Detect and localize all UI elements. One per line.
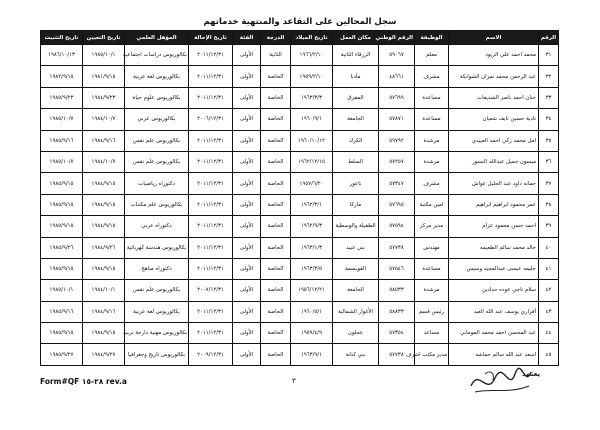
document-title: سجل المحالين على التقاعد والمنتهية خدماتهم <box>203 17 397 27</box>
category: الأولى <box>233 151 261 172</box>
job-title: مساعدة <box>415 87 449 108</box>
column-header: تاريخ التعيين <box>83 31 125 45</box>
table-row <box>41 87 559 108</box>
birth-date: ١٩٥٩/٤/٩ <box>291 323 333 344</box>
qualification: بكالوريوس علم مكتبات <box>125 194 189 215</box>
table-row <box>41 173 559 194</box>
category: الأولى <box>233 216 261 237</box>
national-id: ٤٨٦٦١ <box>379 66 415 87</box>
retirement-date: ٢٠١١/١٢/٣١ <box>189 216 233 237</box>
category: الأولى <box>233 194 261 215</box>
qualification: بكالوريوس علم نفس <box>125 151 189 172</box>
confirmation-date: ١٩٨٥/٩/١٥ <box>41 258 83 279</box>
table-row <box>41 301 559 322</box>
row-number: ٣٩ <box>539 216 559 237</box>
national-id: ٥٧٣٤٧ <box>379 173 415 194</box>
column-header: الوظيفة <box>415 31 449 45</box>
employee-name: خالد محمد سالم الطعيمه <box>449 237 539 258</box>
category: الأولى <box>233 109 261 130</box>
retirement-date: ٢٠٠٧/١٢/٣١ <box>189 280 233 301</box>
grade: الخاصة <box>261 87 291 108</box>
qualification: بكالوريوس دراسات اجتماعية <box>125 45 189 66</box>
employee-name: ميسون جميل عبدالله النسور <box>449 151 539 172</box>
appointment-date: ١٩٨١/٩/١٥ <box>83 66 125 87</box>
column-header: تاريخ التثبيت <box>41 31 83 45</box>
grade: الخاصة <box>261 151 291 172</box>
row-number: ٣٣ <box>539 87 559 108</box>
job-title: مرشدة <box>415 280 449 301</box>
retirement-date: ٢٠١١/١٢/٣١ <box>189 45 233 66</box>
national-id: ٥٧٧٣٨ <box>379 344 415 366</box>
grade: الخاصة <box>261 173 291 194</box>
appointment-date: ١٩٨٤/١٠/٧ <box>83 109 125 130</box>
retirement-date: ٢٠١١/١٢/٣١ <box>189 194 233 215</box>
category: الأولى <box>233 280 261 301</box>
retirement-date: ٢٠١١/١٢/٣١ <box>189 237 233 258</box>
qualification: دكتوراه عربي <box>125 216 189 237</box>
retirement-date: ٢٠١١/١٢/٣١ <box>189 258 233 279</box>
confirmation-date: ١٩٨٥/٩/١٥ <box>41 323 83 344</box>
confirmation-date: ١٩٨٥/٩/١٥ <box>41 216 83 237</box>
appointment-date: ١٩٨٤/٩/١٥ <box>83 258 125 279</box>
qualification: بكالوريوس علوم حياة <box>125 87 189 108</box>
employee-name: أفزاري يوسف عبد الله العيد <box>449 301 539 322</box>
retirement-date: ٢٠٠٩/١٢/٣١ <box>189 344 233 366</box>
table-header-row <box>41 31 559 45</box>
records-table <box>40 30 559 366</box>
category: الأولى <box>233 66 261 87</box>
records-table-wrapper <box>40 30 558 366</box>
appointment-date: ١٩٨٤/٩/١٥ <box>83 323 125 344</box>
job-title: مساعد <box>415 323 449 344</box>
appointment-date: ١٩٨٤/١٠/٧ <box>83 151 125 172</box>
birth-date: ١٩٥٦/١٢/٢١ <box>291 280 333 301</box>
qualification: بكالوريوس علم نفس <box>125 280 189 301</box>
row-number: ٤٢ <box>539 280 559 301</box>
work-place: الزرقاء الثانية <box>333 45 379 66</box>
row-number: ٣٢ <box>539 66 559 87</box>
qualification: بكالوريوس مهنية دارجة تربية <box>125 323 189 344</box>
column-header: مكان العمل <box>333 31 379 45</box>
row-number: ٣٨ <box>539 194 559 215</box>
national-id: ٥٧٧٣٨ <box>379 237 415 258</box>
job-title: مشرف <box>415 66 449 87</box>
employee-name: حنان احمد ناصر الشديفات <box>449 87 539 108</box>
row-number: ٤٤ <box>539 323 559 344</box>
birth-date: ١٩٥٩/٢/١٠ <box>291 66 333 87</box>
job-title: مساعدة <box>415 258 449 279</box>
work-place: الأغوار الشمالية <box>333 301 379 322</box>
confirmation-date: ١٩٨٥/٩/١٦ <box>41 301 83 322</box>
confirmation-date: ١٩٨٥/١٠/١ <box>41 280 83 301</box>
qualification: بكالوريوس لغة عربية <box>125 301 189 322</box>
employee-name: حليمه عيسى عبدالمجيد وسيس <box>449 258 539 279</box>
employee-name: عبد المحسن احمد محمد الموماني <box>449 323 539 344</box>
table-row <box>41 130 559 151</box>
table-row <box>41 109 559 130</box>
category: الأولى <box>233 130 261 151</box>
row-number: ٣٥ <box>539 130 559 151</box>
birth-date: ١٩٦٠/٥/١ <box>291 301 333 322</box>
retirement-date: ٢٠١١/١٢/٣١ <box>189 301 233 322</box>
birth-date: ١٩٦٢/١٢/١٥ <box>291 151 333 172</box>
employee-name: نادية حسين نايف شعبان <box>449 109 539 130</box>
birth-date: ١٩٦٣/١/٣ <box>291 237 333 258</box>
confirmation-date: ١٩٨٦/١٠/١٣ <box>41 45 83 66</box>
birth-date: ١٩٦٢/٣/١ <box>291 194 333 215</box>
work-place: الجامعة <box>333 109 379 130</box>
grade: الخاصة <box>261 66 291 87</box>
table-row <box>41 151 559 172</box>
retirement-date: ٢٠٠٦/١٢/٣١ <box>189 109 233 130</box>
row-number: ٣٤ <box>539 109 559 130</box>
employee-name: امل محمد زكي احمد العبيدي <box>449 130 539 151</box>
retirement-date: ٢٠١١/١٢/٣١ <box>189 151 233 172</box>
table-row <box>41 45 559 66</box>
appointment-date: ١٩٨٤/٩/١٥ <box>83 216 125 237</box>
column-header: الرقم <box>539 31 559 45</box>
row-number: ٤١ <box>539 258 559 279</box>
national-id: ٥٩٠٦٧ <box>379 45 415 66</box>
birth-date: ١٩٦٢/٩/٣ <box>291 216 333 237</box>
signature-label: يعتمد <box>522 370 541 378</box>
qualification: بكالوريوس لغة عربية <box>125 66 189 87</box>
grade: الخاصة <box>261 323 291 344</box>
employee-name: اسعد عبد الله سالم حماشه <box>449 344 539 366</box>
national-id: ٥٧٨٧١ <box>379 109 415 130</box>
work-place: الجامعة <box>333 280 379 301</box>
table-row <box>41 216 559 237</box>
qualification: دكتوراه رياضيات <box>125 173 189 194</box>
grade: الخاصة <box>261 109 291 130</box>
row-number: ٣٦ <box>539 151 559 172</box>
birth-date: ١٩٦٠/٩/١ <box>291 109 333 130</box>
job-title: مدير مركز <box>415 216 449 237</box>
appointment-date: ١٩٨٤/٩/١٥ <box>83 173 125 194</box>
grade: الخاصة <box>261 258 291 279</box>
row-number: ٣٧ <box>539 173 559 194</box>
column-header: الدرجة <box>261 31 291 45</box>
birth-date: ١٩٦٦/٢/١٠ <box>291 45 333 66</box>
employee-name: سلام ناجي عوده حدادين <box>449 280 539 301</box>
confirmation-date: ١٩٨٥/٩/٢٧ <box>41 344 83 366</box>
retirement-date: ٢٠١١/١٢/٣١ <box>189 66 233 87</box>
category: الأولى <box>233 344 261 366</box>
work-place: عجلون <box>333 323 379 344</box>
birth-date: ١٩٥٧/٦/٢٠ <box>291 173 333 194</box>
employee-name: محمد احمد علي الزيود <box>449 45 539 66</box>
work-place: ماركا <box>333 194 379 215</box>
work-place: الطفيلة والوسطية <box>333 216 379 237</box>
employee-name: عمر محمود ابراهيم ابراهيم <box>449 194 539 215</box>
page-number: ٣ <box>292 377 296 385</box>
employee-name: جمانه داود عبد الجليل عواش <box>449 173 539 194</box>
qualification: بكالوريوس علم نفس <box>125 130 189 151</box>
appointment-date: ١٩٨٤/٩/١٦ <box>83 301 125 322</box>
grade: الخاصة <box>261 216 291 237</box>
column-header: الرقم الوطني <box>379 31 415 45</box>
appointment-date: ١٩٨٥/١٠/١ <box>83 45 125 66</box>
table-row <box>41 66 559 87</box>
birth-date: ١٩٦٣/٣/٣ <box>291 87 333 108</box>
appointment-date: ١٩٨٤/٩/١٦ <box>83 130 125 151</box>
job-title: مرشدة <box>415 151 449 172</box>
appointment-date: ١٩٨٤/٩/٢٣ <box>83 87 125 108</box>
appointment-date: ١٩٨٤/١٠/١ <box>83 280 125 301</box>
table-row <box>41 237 559 258</box>
column-header: تاريخ الميلاد <box>291 31 333 45</box>
birth-date: ١٩٦٣/٣/٥ <box>291 258 333 279</box>
category: الأولى <box>233 301 261 322</box>
national-id: ٥٨٥٣٣ <box>379 280 415 301</box>
employee-name: عبد الرحمن محمد نمران الشوابكة <box>449 66 539 87</box>
retirement-date: ٢٠١١/١٢/٣١ <box>189 87 233 108</box>
appointment-date: ١٩٨٤/٩/٢٧ <box>83 344 125 366</box>
work-place: القويسمة <box>333 258 379 279</box>
national-id: ٥٧٢٥٧ <box>379 151 415 172</box>
job-title: رئيس قسم <box>415 301 449 322</box>
job-title: معلم <box>415 45 449 66</box>
confirmation-date: ١٩٨٥/١٠/٧ <box>41 109 83 130</box>
qualification: بكالوريوس هندسة كهربائية <box>125 237 189 258</box>
row-number: ٤٠ <box>539 237 559 258</box>
table-body <box>41 45 559 366</box>
work-place: السلط <box>333 151 379 172</box>
category: الأولى <box>233 258 261 279</box>
grade: الخاصة <box>261 130 291 151</box>
category: الأولى <box>233 173 261 194</box>
work-place: بني كنانة <box>333 344 379 366</box>
row-number: ٣١ <box>539 45 559 66</box>
appointment-date: ١٩٨٤/٩/٢٦ <box>83 237 125 258</box>
table-row <box>41 323 559 344</box>
work-place: الكرك <box>333 130 379 151</box>
confirmation-date: ١٩٨٥/٩/٢٣ <box>41 87 83 108</box>
category: الأولى <box>233 87 261 108</box>
table-row <box>41 258 559 279</box>
form-code: Form#QF ٢٨-١٥ rev.a <box>40 377 127 386</box>
signature-scribble-icon <box>465 362 535 402</box>
grade: الخاصة <box>261 280 291 301</box>
job-title: مساعدة <box>415 109 449 130</box>
column-header: المؤهل العلمي <box>125 31 189 45</box>
grade: الخاصة <box>261 194 291 215</box>
birth-date: ١٩٦٣/٩/١ <box>291 344 333 366</box>
confirmation-date: ١٩٨٥/٩/١٦ <box>41 130 83 151</box>
work-place: المفرق <box>333 87 379 108</box>
qualification: بكالوريوس تاريخ وجغرافيا <box>125 344 189 366</box>
employee-name: احمد حسن محمود عزام <box>449 216 539 237</box>
confirmation-date: ١٩٨٥/٩/١٥ <box>41 194 83 215</box>
qualification: بكالوريوس عربي <box>125 109 189 130</box>
category: الأولى <box>233 237 261 258</box>
national-id: ٥٧٥٩٤ <box>379 216 415 237</box>
national-id: ٥٧٦٩٩ <box>379 87 415 108</box>
column-header: الفئة <box>233 31 261 45</box>
job-title: مدير مكتب اشرف <box>415 344 449 366</box>
national-id: ٥٨٨٣٣ <box>379 301 415 322</box>
retirement-date: ٢٠١١/١٢/٣١ <box>189 173 233 194</box>
column-header: الاسم <box>449 31 539 45</box>
birth-date: ١٩٦٠/١٠/١٢ <box>291 130 333 151</box>
qualification: دكتوراه مناهج <box>125 258 189 279</box>
appointment-date: ١٩٨٤/٩/١٥ <box>83 194 125 215</box>
grade: الخاصة <box>261 301 291 322</box>
grade: الخاصة <box>261 344 291 366</box>
grade: الثانية <box>261 45 291 66</box>
grade: الخاصة <box>261 237 291 258</box>
national-id: ٥٧٣٥٤ <box>379 323 415 344</box>
category: الأولى <box>233 323 261 344</box>
table-row <box>41 194 559 215</box>
job-title: امين مكتبة <box>415 194 449 215</box>
work-place: ناعور <box>333 173 379 194</box>
work-place: بني عبيد <box>333 237 379 258</box>
job-title: مشرف <box>415 173 449 194</box>
confirmation-date: ١٩٨٥/١٠/٧ <box>41 151 83 172</box>
row-number: ٤٥ <box>539 344 559 366</box>
confirmation-date: ١٩٨٥/٩/٢٦ <box>41 237 83 258</box>
column-header: تاريخ الإحالة <box>189 31 233 45</box>
category: الأولى <box>233 45 261 66</box>
confirmation-date: ١٩٨٥/٩/١٥ <box>41 173 83 194</box>
confirmation-date: ١٩٨٢/٩/١٥ <box>41 66 83 87</box>
job-title: مرشدة <box>415 130 449 151</box>
job-title: مهندس <box>415 237 449 258</box>
work-place: مأدبا <box>333 66 379 87</box>
retirement-date: ٢٠١١/١٢/٣١ <box>189 323 233 344</box>
national-id: ٥٧٦٩٥ <box>379 194 415 215</box>
national-id: ٥٩٧٩٢ <box>379 130 415 151</box>
national-id: ٥٧٥٤٦ <box>379 258 415 279</box>
retirement-date: ٢٠١١/١٢/٣١ <box>189 130 233 151</box>
row-number: ٤٣ <box>539 301 559 322</box>
table-row <box>41 280 559 301</box>
